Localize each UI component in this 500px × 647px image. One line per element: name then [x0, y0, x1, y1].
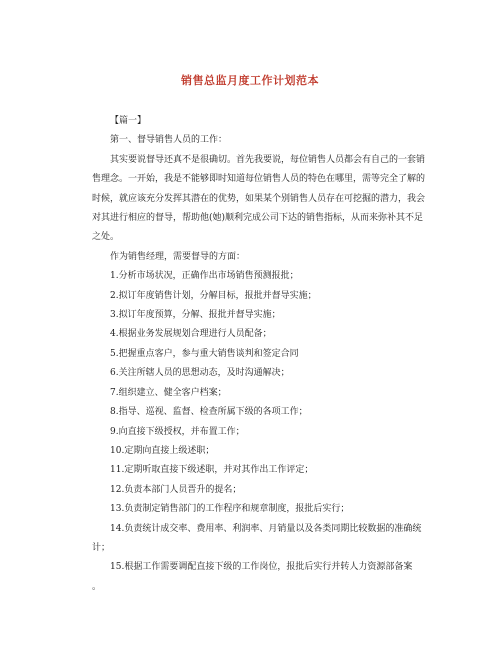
list-item	[92, 520, 426, 559]
section-label: 【篇一】	[110, 116, 147, 126]
list-item-number: 15.	[110, 562, 125, 573]
list-item	[92, 384, 426, 403]
list-item	[92, 500, 426, 519]
list-item	[92, 364, 426, 383]
list-item-number: 4.	[110, 329, 119, 340]
paragraph-intro: 其实要说督导还真不是很确切。首先我要说，每位销售人员都会有自己的一套销售理念。一开始，我是不能够即时知道每位销售人员的特色在哪里，需等完全了解的时候，就应该充分发挥其潜在的优势，如果某个别销售人员存在可挖掘的潜力，我会对其进行相应的督导，帮助他(她)顺利完成公司下达的销售指标，从而来弥补其不足之处。	[92, 154, 426, 243]
list-item-number: 12.	[110, 484, 125, 495]
list-item-text: 负责制定销售部门的工作程序和规章制度，报批后实行；	[124, 504, 350, 515]
list-item-text: 根据工作需要调配直接下级的工作岗位，报批后实行并转人力资源部备案	[124, 562, 413, 573]
list-item	[92, 306, 426, 325]
list-item-text: 根据业务发展规划合理进行人员配备；	[118, 329, 272, 340]
document-title: 销售总监月度工作计划范本	[181, 74, 319, 87]
list-item	[92, 442, 426, 461]
task-list	[92, 267, 426, 578]
list-item-text: 拟订年度预算，分解、报批并督导实施；	[118, 310, 281, 321]
list-item	[92, 287, 426, 306]
list-item-number: 13.	[110, 504, 125, 515]
list-item-text: 定期听取直接下级述职，并对其作出工作评定；	[124, 465, 314, 476]
list-item-text: 把握重点客户，参与重大销售谈判和签定合同	[118, 348, 299, 359]
list-item-text: 指导、巡视、监督、检查所属下级的各项工作；	[118, 407, 308, 418]
paragraph-aspects: 作为销售经理，需要督导的方面：	[110, 251, 246, 262]
list-item-number: 10.	[110, 445, 125, 456]
list-item-number: 14.	[110, 523, 125, 534]
list-item	[92, 267, 426, 286]
list-item-number: 1.	[110, 271, 119, 282]
heading-first: 第一、督导销售人员的工作：	[110, 135, 228, 146]
list-item-text: 向直接下级授权，并布置工作；	[118, 426, 245, 437]
list-item-text: 关注所辖人员的思想动态，及时沟通解决；	[118, 368, 290, 379]
list-item-number: 6.	[110, 368, 119, 379]
list-item-text: 拟订年度销售计划，分解目标，报批并督导实施；	[118, 290, 317, 301]
list-item-text: 分析市场状况，正确作出市场销售预测报批；	[118, 271, 299, 282]
list-item-text: 组织建立、健全客户档案；	[118, 387, 227, 398]
trailing-mark: 。	[92, 581, 102, 592]
list-item-text: 负责统计成交率、费用率、利润率、月销量以及各类同期比较数据的准确统计；	[92, 523, 422, 553]
list-item-text: 定期向直接上级述职；	[124, 445, 215, 456]
list-item-number: 7.	[110, 387, 119, 398]
list-item	[92, 423, 426, 442]
list-item	[92, 481, 426, 500]
list-item-number: 3.	[110, 310, 119, 321]
list-item	[92, 345, 426, 364]
list-item-text: 负责本部门人员晋升的提名；	[124, 484, 242, 495]
list-item-number: 2.	[110, 290, 119, 301]
list-item-number: 8.	[110, 407, 119, 418]
list-item-number: 5.	[110, 348, 119, 359]
list-item-number: 11.	[110, 465, 125, 476]
list-item	[92, 403, 426, 422]
document-body	[92, 112, 426, 597]
list-item-number: 9.	[110, 426, 119, 437]
list-item	[92, 325, 426, 344]
list-item	[92, 461, 426, 480]
list-item	[92, 558, 426, 577]
